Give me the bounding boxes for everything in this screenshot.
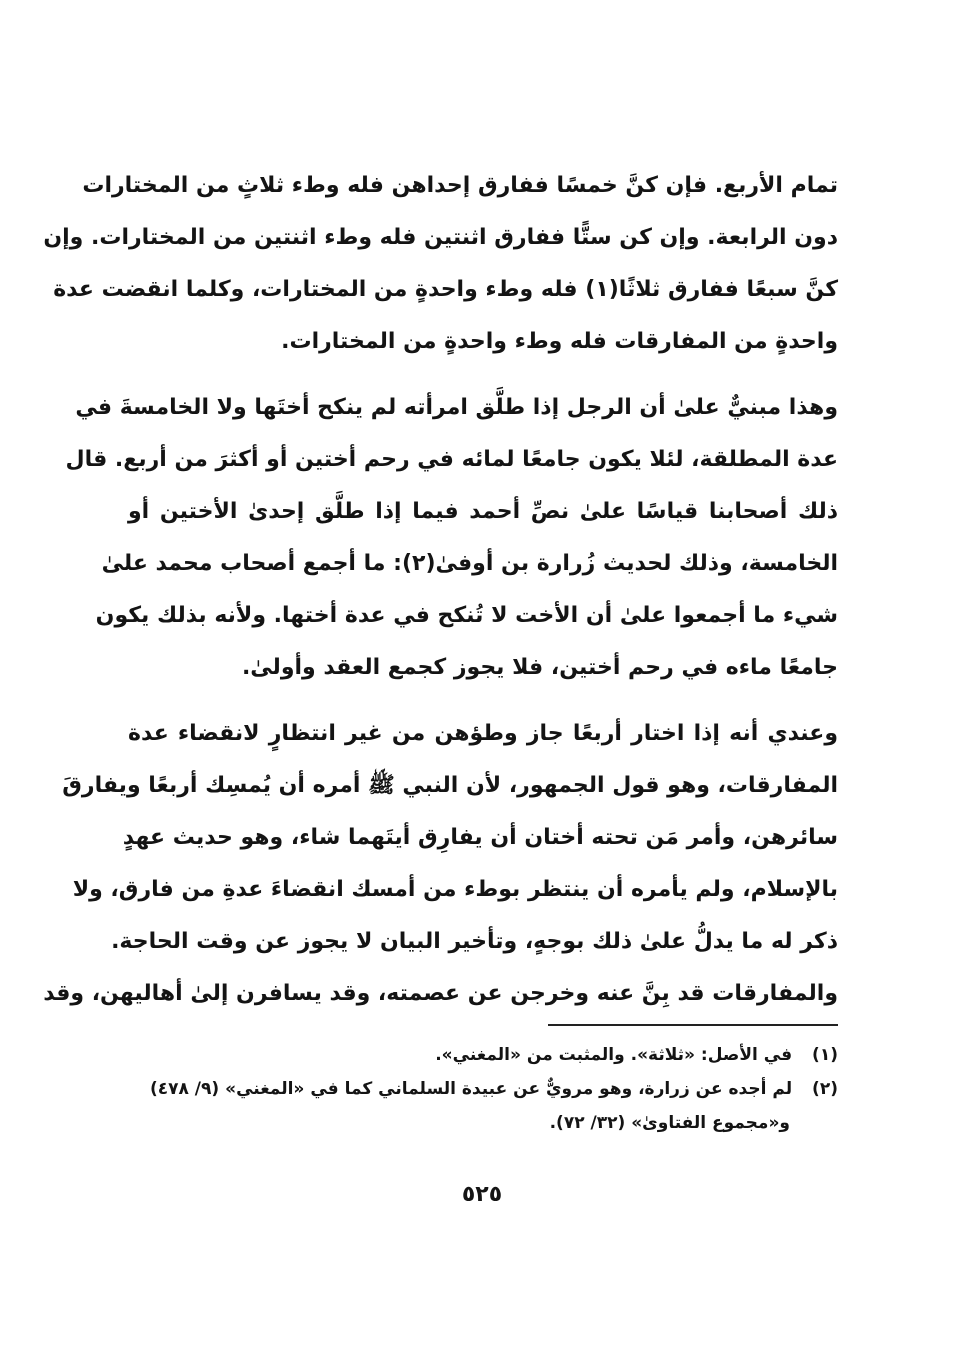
footnote-number: (١) [812, 1045, 838, 1065]
text-line: وعندي أنه إذا اختار أربعًا جاز وطؤهن من غير انتظارٍ لانقضاء عدة [128, 721, 838, 746]
paragraph-gap [128, 694, 838, 708]
footnote-line [128, 1072, 838, 1106]
footnote-1 [128, 1038, 838, 1072]
text-line: كنَّ سبعًا ففارق ثلاثًا(١) فله وطء واحدةٍ من المختارات، وكلما انقضت عدة [53, 277, 838, 302]
text-line: وهذا مبنيٌّ علىٰ أن الرجل إذا طلَّق امرأته لم ينكح أختَها ولا الخامسةَ في [75, 395, 838, 420]
paragraph-1 [43, 160, 838, 368]
text-line: جامعًا ماءه في رحم أختين، فلا يجوز كجمع العقد وأولىٰ. [241, 655, 838, 680]
text-line: سائرهن، وأمر مَن تحته أختان أن يفارِق أيتَهما شاء، وهو حديث عهدٍ [122, 825, 838, 850]
footnote-2 [128, 1072, 838, 1140]
text-line: ذلك أصحابنا قياسًا علىٰ نصِّ أحمد فيما إذا طلَّق إحدىٰ الأختين أو [128, 499, 838, 524]
text-line: شيء ما أجمعوا علىٰ أن الأخت لا تُنكح في عدة أختها. ولأنه بذلك يكون [95, 603, 838, 628]
footnote-number: (٢) [812, 1079, 838, 1099]
footnote-text: لم أجده عن زرارة، وهو مرويٌّ عن عبيدة السلماني كما في «المغني» (٩/ ٤٧٨) [149, 1079, 793, 1099]
text-line: بالإسلام، ولم يأمره أن ينتظر بوطء من أمسك انقضاءَ عدةِ من فارق، ولا [72, 877, 838, 902]
text-line: المفارقات، وهو قول الجمهور، لأن النبي ﷺ أمره أن يُمسِك أربعًا ويفارقَ [62, 773, 838, 798]
footnote-text: في الأصل: «ثلاثة». والمثبت من «المغني». [435, 1045, 793, 1065]
text-line: دون الرابعة. وإن كن ستًّا ففارق اثنتين فله وطء اثنتين من المختارات. وإن [43, 225, 838, 250]
text-line: والمفارقات قد بِنَّ عنه وخرجن عن عصمته، وقد يسافرن إلىٰ أهاليهن، وقد [43, 981, 838, 1006]
paragraph-2 [65, 382, 838, 694]
paragraph-3 [43, 708, 838, 1020]
text-line: واحدةٍ من المفارقات فله وطء واحدةٍ من المختارات. [281, 329, 838, 354]
footnote-line [128, 1038, 838, 1072]
footnote-separator [548, 1024, 838, 1026]
text-line: عدة المطلقة، لئلا يكون جامعًا لمائه في رحم أختين أو أكثرَ من أربع. قال [65, 447, 838, 472]
text-line: ذكر له ما يدلُّ علىٰ ذلك بوجهٍ، وتأخير البيان لا يجوز عن وقت الحاجة. [111, 929, 838, 954]
text-line: الخامسة، وذلك لحديث زُرارة بن أوفىٰ(٢): ما أجمع أصحاب محمد علىٰ [101, 551, 838, 576]
footnote-text: و«مجموع الفتاوىٰ» (٣٢/ ٧٢). [549, 1113, 790, 1133]
paragraph-gap [128, 368, 838, 382]
footnotes [128, 1038, 838, 1140]
page-number: ٥٢٥ [461, 1182, 503, 1207]
main-text [43, 160, 838, 1020]
text-line: تمام الأربع. فإن كنَّ خمسًا ففارق إحداهن فله وطء ثلاثٍ من المختارات [82, 173, 838, 198]
